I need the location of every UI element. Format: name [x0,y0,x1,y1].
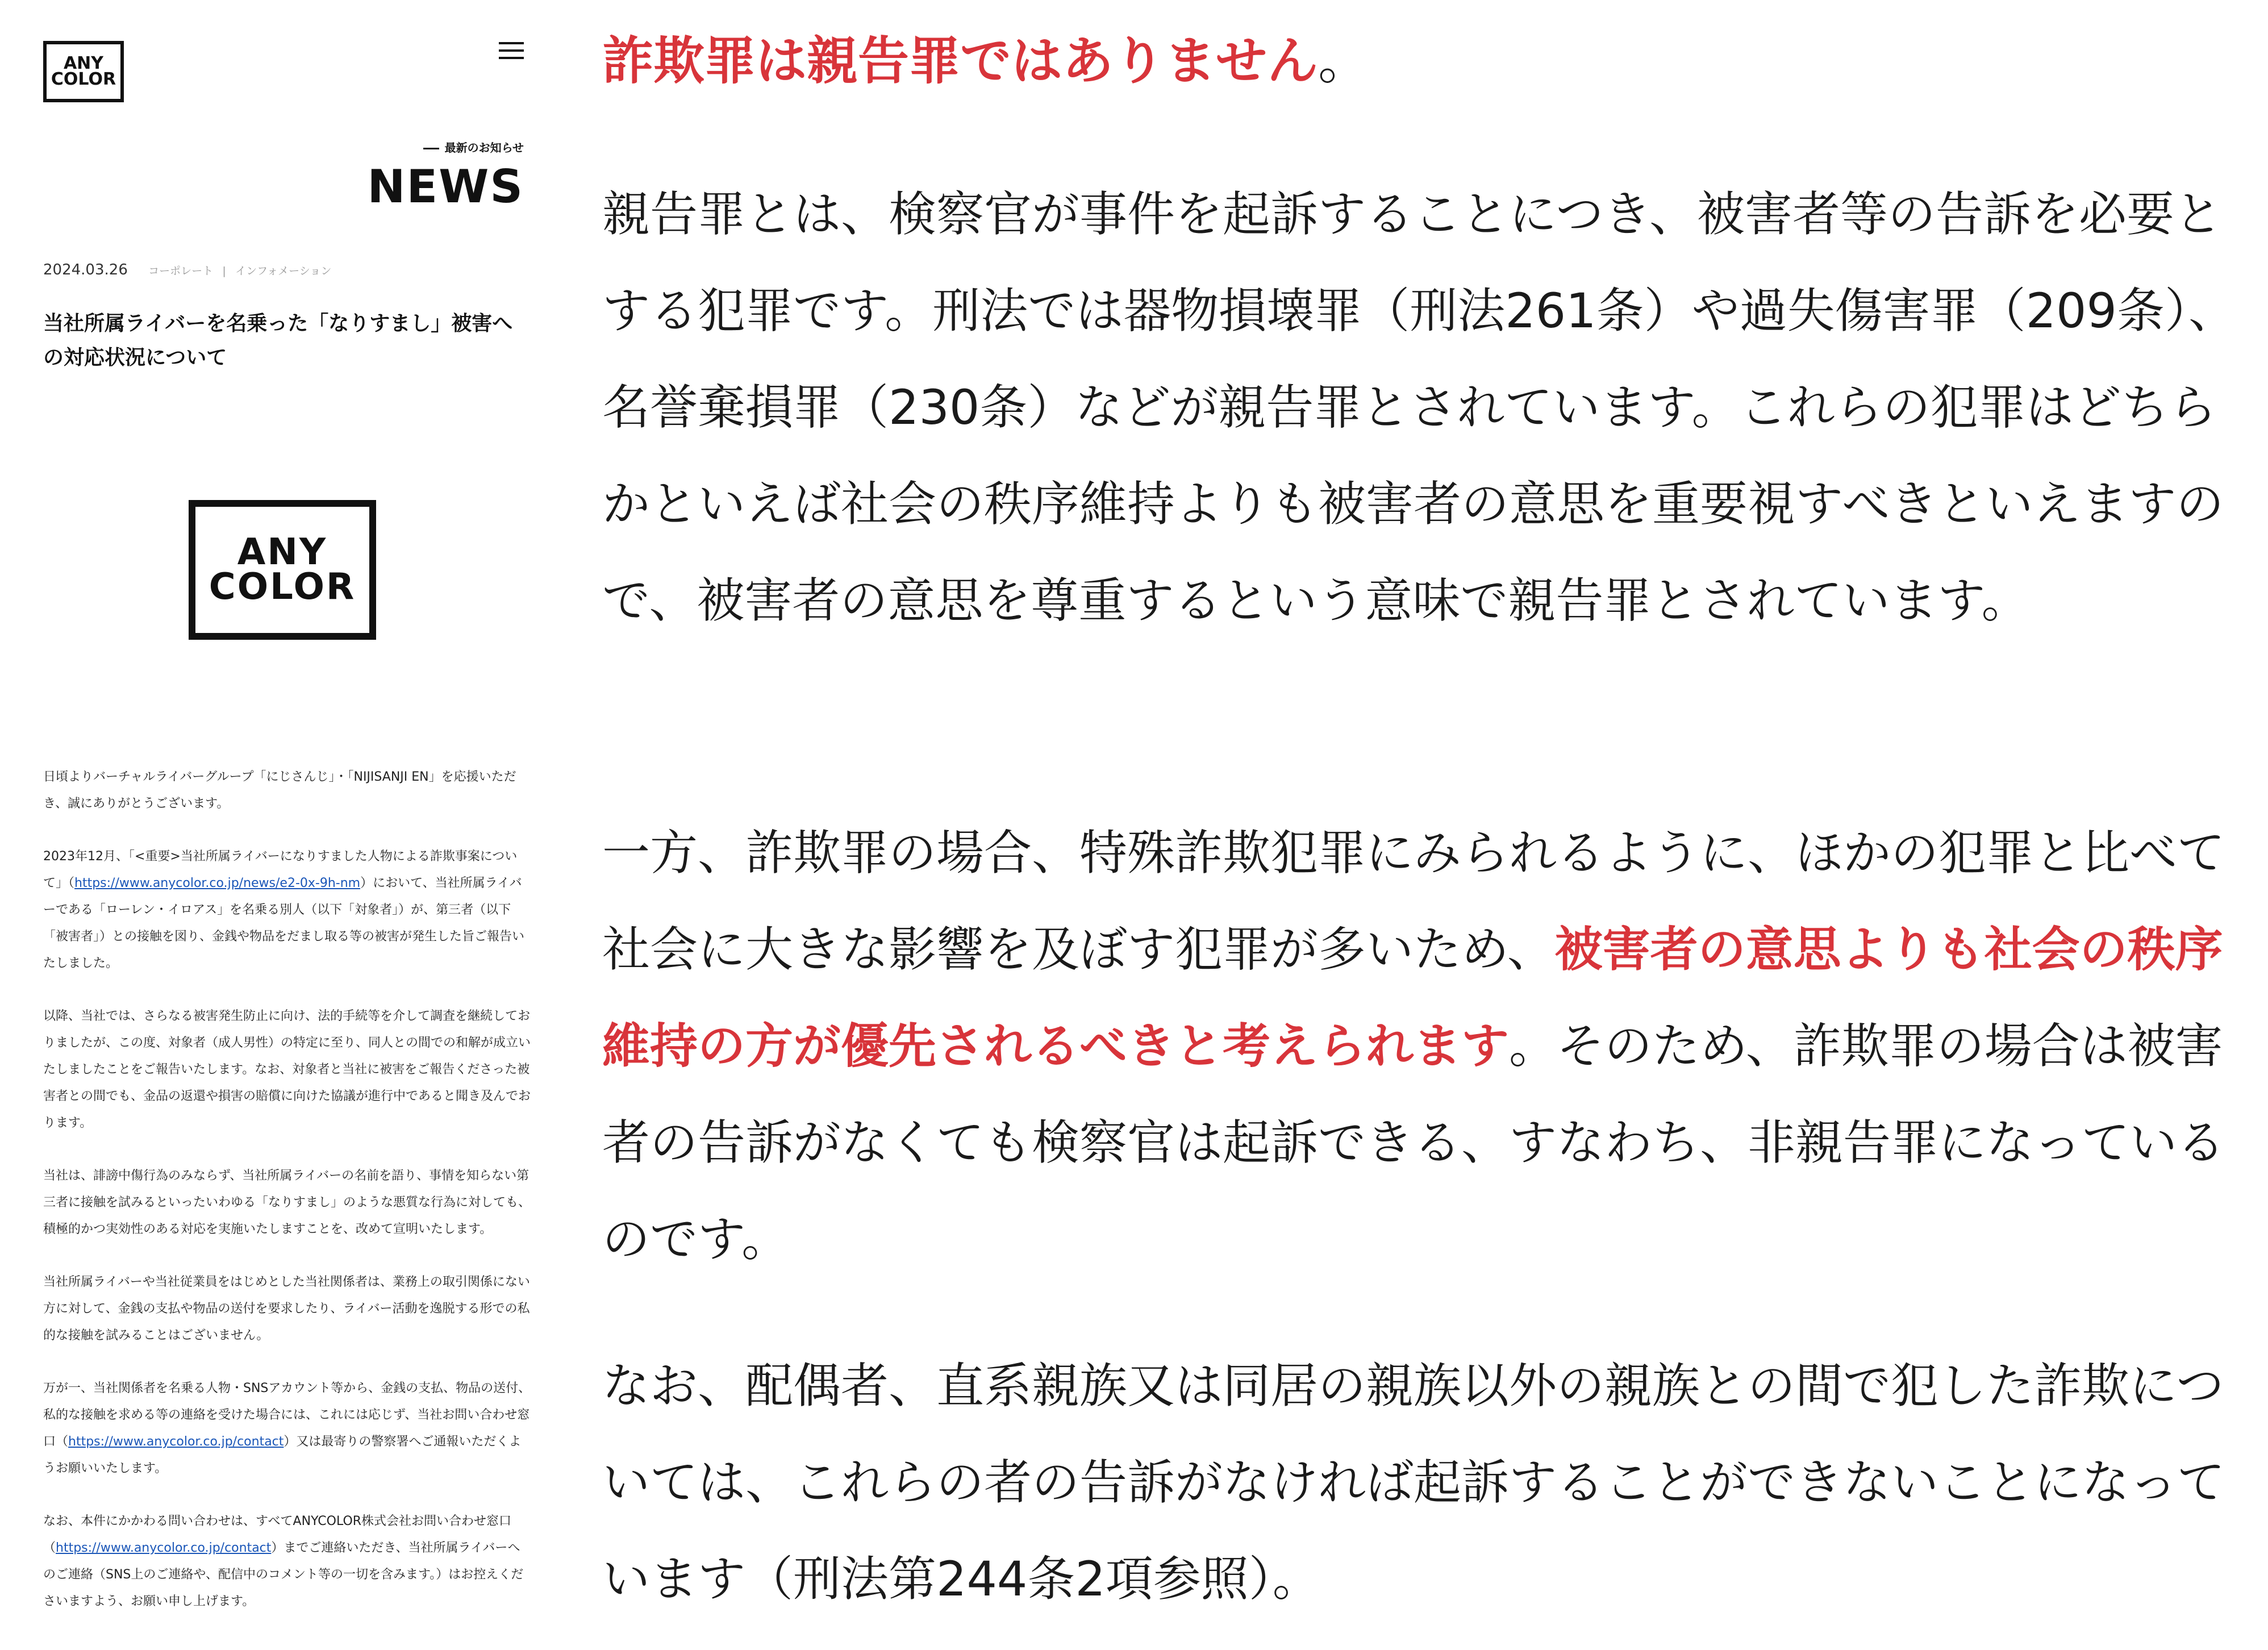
body-paragraph-6 [43,1375,532,1482]
hamburger-menu-icon[interactable] [499,42,524,60]
body-paragraph-4: 当社は、誹謗中傷行為のみならず、当社所属ライバーの名前を語り、事情を知らない第三者に接触を試みるといったいわゆる「なりすまし」のような悪質な行為に対しても、積極的かつ実効性のある対応を実施いたしますことを、改めて宣明いたします。 [43,1169,531,1236]
para-text: 。そのため、詐欺罪の場合は被害者の告訴がなくても検察官は起訴できる、すなわち、非親告罪になっているのです。 [602,1018,2225,1267]
legal-explanation-panel [568,0,2268,1650]
article-title: 当社所属ライバーを名乗った「なりすまし」被害への対応状況について [43,312,513,369]
body-paragraph-1: 日頃よりバーチャルライバーグループ「にじさんじ」・「NIJISANJI EN」を応援いただき、誠にありがとうございます。 [43,770,516,811]
complaint-crime-paragraph: 親告罪とは、検察官が事件を起訴することにつき、被害者等の告訴を必要とする犯罪です。刑法では器物損壊罪（刑法261条）や過失傷害罪（209条）、名誉棄損罪（230条）などが親告罪とされています。これらの犯罪はどちらかといえば社会の秩序維持よりも被害者の意思を重要視すべきといえますので、被害者の意思を尊重するという意味で親告罪とされています。 [602,186,2236,628]
anycolor-hero-logo [189,500,376,640]
body-text: 2023年12月、「<重要>当社所属ライバーになりすました人物による詐欺事案について」（ [43,849,518,890]
body-paragraph-3: 以降、当社では、さらなる被害発生防止に向け、法的手続等を介して調査を継続しておりましたが、この度、対象者（成人男性）の特定に至り、同人との間での和解が成立いたしましたことをご報告いたします。なお、対象者と当社に被害をご報告くださった被害者との間でも、金品の返還や損害の賠償に向けた協議が進行中であると聞き及んでおります。 [43,1009,531,1130]
category-link-information[interactable]: インフォメーション [235,265,332,277]
para-text: 一方、詐欺罪の場合、特殊詐欺犯罪にみられるように、ほかの犯罪と比べて社会に大きな影響を及ぼす犯罪が多いため、 [602,825,2225,977]
body-text: 万が一、当社関係者を名乗る人物・SNSアカウント等から、金銭の支払、物品の送付、私的な接触を求める等の連絡を受けた場合には、これには応じず、当社お問い合わせ窓口（ [43,1381,531,1449]
body-text: ）までご連絡いただき、当社所属ライバーへのご連絡（SNS上のご連絡や、配信中のコメント等の一切を含みます。）はお控えくださいますよう、お願い申し上げます。 [43,1541,524,1609]
news-link[interactable]: https://www.anycolor.co.jp/news/e2-0x-9h-nm [74,876,361,890]
logo-text-line2: COLOR [51,69,116,89]
logo-text-line1: ANY [63,53,104,73]
news-eyebrow-label: 最新のお知らせ [423,139,524,155]
contact-link-2[interactable]: https://www.anycolor.co.jp/contact [56,1541,272,1555]
article-meta [43,261,331,278]
body-text: なお、本件にかかわる問い合わせは、すべてANYCOLOR株式会社お問い合わせ窓口（ [43,1514,512,1555]
contact-link[interactable]: https://www.anycolor.co.jp/contact [68,1435,284,1449]
body-text: ）又は最寄りの警察署へご通報いただくようお願いいたします。 [43,1435,522,1476]
relatives-exception-paragraph: なお、配偶者、直系親族又は同居の親族以外の親族との間で犯した詐欺については、これらの者の告訴がなければ起訴することができないことになっています（刑法第244条2項参照）。 [602,1358,2225,1607]
heading-punctuation: 。 [1318,31,1369,91]
news-heading: NEWS [367,160,524,213]
anycolor-header-logo[interactable] [43,41,124,102]
fraud-not-complaint-heading [602,27,1369,95]
category-link-corporate[interactable]: コーポレート [148,265,214,277]
body-text: ）において、当社所属ライバーである「ローレン・イロアス」を名乗る別人（以下「対象者」）が、第三者（以下「被害者」）との接触を図り、金銭や物品をだまし取る等の被害が発生した旨ご報告いたしました。 [43,876,525,970]
heading-red-text: 詐欺罪は親告罪ではありません [602,31,1318,91]
hero-logo-line2: COLOR [209,566,356,608]
category-separator: | [222,265,226,277]
hero-logo-line1: ANY [237,531,328,574]
article-date: 2024.03.26 [43,261,128,278]
highlight-text: 被害者の意思よりも社会の秩序維持の方が優先されるべきと考えられます [602,922,2223,1074]
body-paragraph-5: 当社所属ライバーや当社従業員をはじめとした当社関係者は、業務上の取引関係にない方に対して、金銭の支払や物品の送付を要求したり、ライバー活動を逸脱する形での私的な接触を試みることはございません。 [43,1275,530,1343]
article-body [43,764,532,1641]
body-paragraph-2 [43,843,532,977]
news-article-panel [0,0,557,1650]
body-paragraph-7 [43,1508,532,1615]
fraud-paragraph [602,805,2261,1288]
